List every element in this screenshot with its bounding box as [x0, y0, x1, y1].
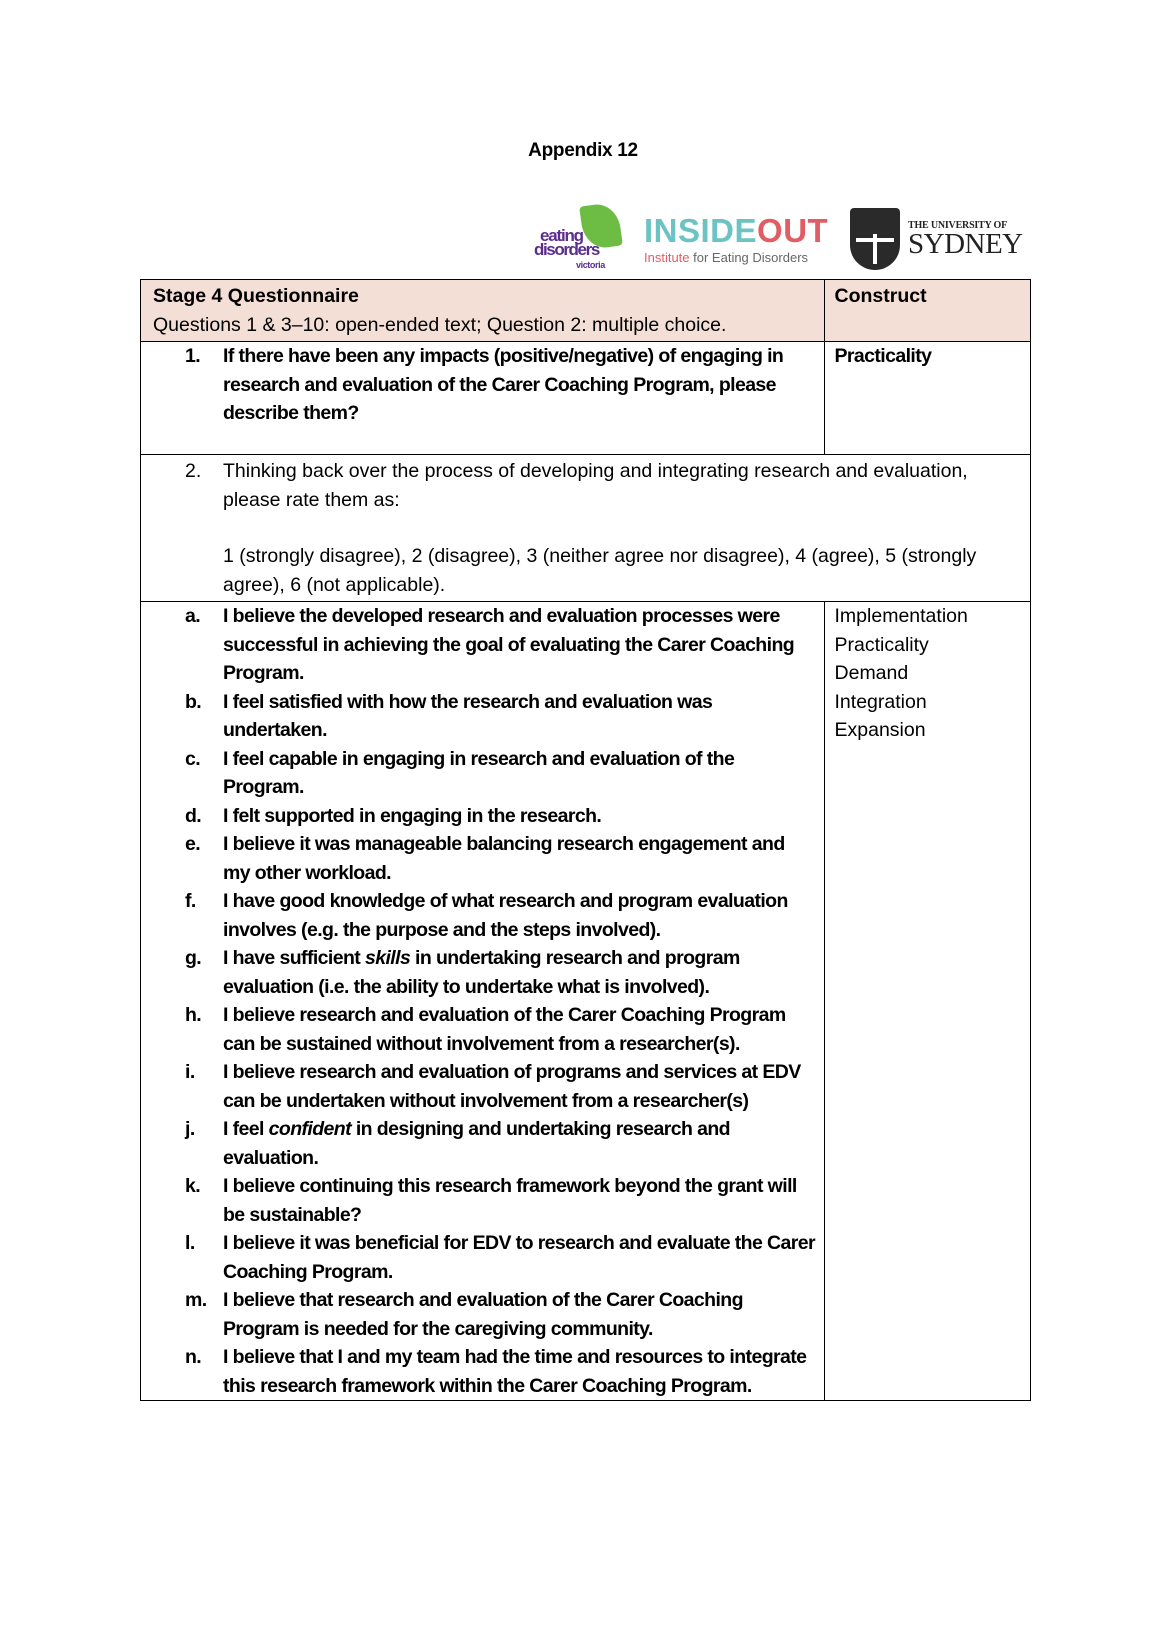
q2-rating-scale: 1 (strongly disagree), 2 (disagree), 3 (neither agree nor disagree), 4 (agree), 5 (strongly agree), 6 (not applicable).: [223, 545, 977, 596]
list-item-text: I believe it was manageable balancing research engagement and my other workload.: [223, 833, 785, 884]
construct-integration: Integration: [834, 690, 927, 713]
table-row-q2: [141, 455, 1031, 602]
list-item-text: I believe research and evaluation of the Carer Coaching Program can be sustained without involvement from a researcher(s).: [223, 1004, 786, 1055]
insideout-tagline-b: for Eating Disorders: [689, 250, 809, 265]
list-item-text: I feel: [223, 1118, 269, 1140]
construct-implementation: Implementation: [834, 605, 968, 627]
list-item-label: c.: [185, 747, 201, 770]
table-row-q1: [141, 342, 1031, 455]
university-crest-icon: [850, 208, 900, 270]
list-item-label: f.: [185, 890, 196, 912]
list-item: [141, 944, 816, 1001]
construct-expansion: Expansion: [834, 719, 926, 741]
table-header-row: [141, 280, 1031, 342]
insideout-tagline-a: Institute: [644, 250, 690, 265]
list-item-text: I feel capable in engaging in research and evaluation of the Program.: [223, 747, 735, 798]
list-item-text: in designing and undertaking research and evaluation.: [223, 1118, 730, 1169]
list-item-label: m.: [185, 1289, 207, 1311]
list-item-text: I have good knowledge of what research and program evaluation involves (e.g. the purpose and the steps involved).: [223, 890, 788, 941]
questionnaire-subtitle: Questions 1 & 3–10: open-ended text; Question 2: multiple choice.: [153, 313, 727, 336]
q1-text: If there have been any impacts (positive/negative) of engaging in research and evaluation of the Carer Coaching Program, please describe them?: [223, 345, 784, 424]
header-construct-cell: Construct: [824, 280, 1030, 342]
construct-demand: Demand: [834, 662, 909, 684]
q1-cell: [141, 342, 825, 455]
list-item-text: I believe research and evaluation of programs and services at EDV can be undertaken without involvement from a researcher(s): [223, 1061, 801, 1112]
list-item: [141, 1058, 816, 1115]
q1-number: 1.: [185, 345, 201, 367]
list-item-text: I have sufficient: [223, 947, 365, 969]
page-title: Appendix 12: [528, 140, 638, 161]
list-item-text: I believe that research and evaluation of the Carer Coaching Program is needed for the caregiving community.: [223, 1289, 743, 1340]
list-item: [141, 602, 816, 688]
list-item: [141, 1001, 816, 1058]
list-item-label: a.: [185, 605, 201, 627]
eating-disorders-victoria-logo: [532, 204, 624, 274]
list-item-label: l.: [185, 1232, 195, 1254]
list-item: [141, 745, 816, 802]
list-item-label: g.: [185, 947, 202, 969]
list-item-text: I believe it was beneficial for EDV to research and evaluate the Carer Coaching Program.: [223, 1232, 815, 1283]
edv-logo-line2: disorders: [534, 240, 599, 259]
q2-cell: [141, 455, 1031, 602]
list-item: [141, 830, 816, 887]
list-item-label: e.: [185, 833, 201, 855]
subitems-cell: [141, 602, 825, 1401]
insideout-word-out: OUT: [757, 212, 829, 249]
list-item-text: I believe that I and my team had the time and resources to integrate this research framework within the Carer Coaching Program.: [223, 1346, 807, 1397]
list-item-label: d.: [185, 804, 202, 827]
usyd-logo-line2: SYDNEY: [908, 228, 1023, 260]
edv-logo-line1: eating: [540, 226, 583, 245]
list-item-text: I believe the developed research and evaluation processes were successful in achieving the goal of evaluating the Carer Coaching Program.: [223, 605, 795, 684]
q2-text: Thinking back over the process of developing and integrating research and evaluation, please rate them as:: [223, 460, 968, 511]
list-item-text: I believe continuing this research framework beyond the grant will be sustainable?: [223, 1175, 797, 1226]
list-item-text: skills: [365, 947, 411, 969]
list-item-text: I feel satisfied with how the research and evaluation was undertaken.: [223, 690, 713, 741]
list-item-label: i.: [185, 1061, 195, 1083]
list-item-label: h.: [185, 1004, 202, 1026]
list-item-text: confident: [268, 1118, 351, 1140]
usyd-logo-line1: THE UNIVERSITY OF: [908, 220, 1008, 231]
list-item: [141, 887, 816, 944]
insideout-word-inside: INSIDE: [644, 212, 758, 249]
questionnaire-title: Stage 4 Questionnaire: [153, 285, 359, 307]
q2-number: 2.: [185, 460, 202, 482]
list-item: [141, 1172, 816, 1229]
list-item-label: j.: [185, 1118, 195, 1140]
logo-bar: [532, 198, 1032, 274]
construct-practicality: Practicality: [834, 633, 929, 656]
header-questionnaire-cell: [141, 280, 825, 342]
list-item: [141, 802, 816, 831]
list-item: [141, 1286, 816, 1343]
edv-logo-line3: victoria: [576, 260, 605, 270]
list-item: [141, 688, 816, 745]
list-item-text: I felt supported in engaging in the research.: [223, 804, 602, 827]
list-item: [141, 1343, 816, 1400]
q1-construct-cell: Practicality: [824, 342, 1030, 455]
list-item-text: in undertaking research and program evaluation (i.e. the ability to undertake what is involved).: [223, 947, 740, 998]
table-row-q2-subitems: [141, 602, 1031, 1401]
list-item-label: k.: [185, 1175, 201, 1197]
university-of-sydney-logo: [908, 220, 1023, 260]
questionnaire-table: [140, 279, 1031, 1401]
list-item-label: b.: [185, 690, 202, 713]
list-item: [141, 1115, 816, 1172]
insideout-logo: [644, 214, 834, 265]
list-item: [141, 1229, 816, 1286]
subitems-construct-cell: [824, 602, 1030, 1401]
list-item-label: n.: [185, 1346, 202, 1368]
